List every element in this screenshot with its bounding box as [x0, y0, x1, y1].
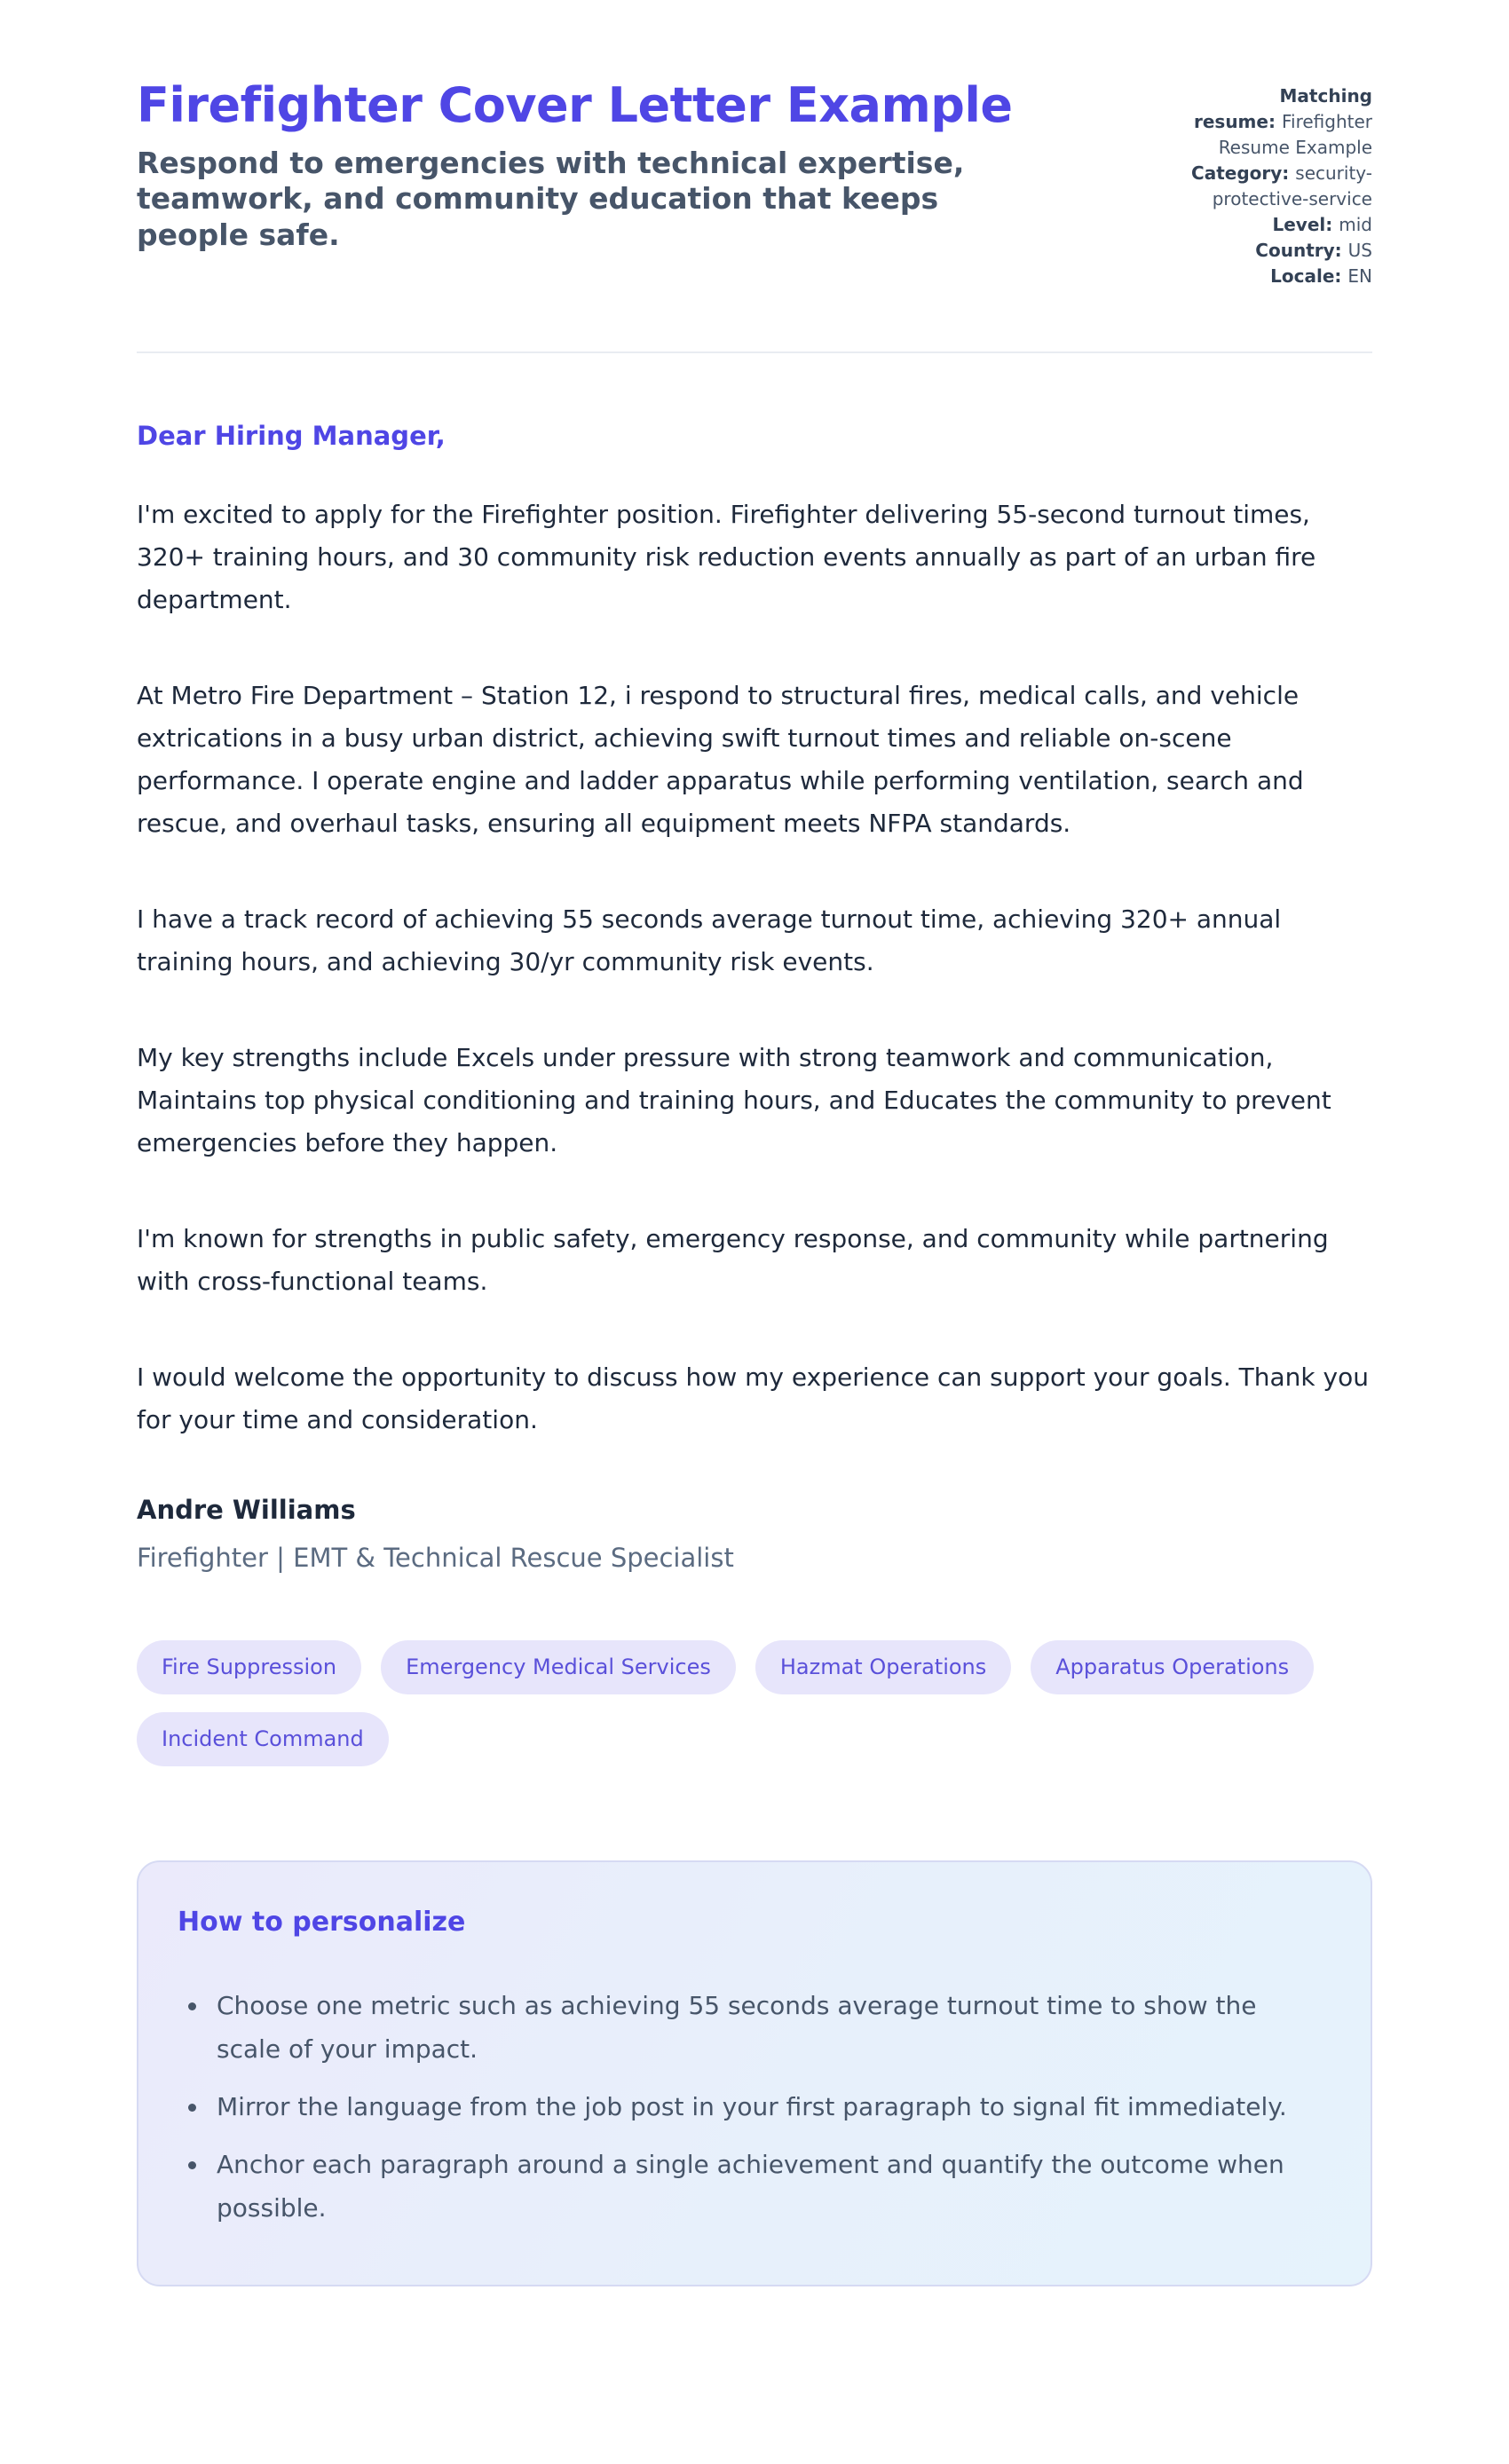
header-title-block — [137, 78, 1115, 253]
meta-category — [1142, 161, 1372, 212]
page-title: Firefighter Cover Letter Example — [137, 77, 1013, 133]
header — [137, 78, 1372, 289]
greeting: Dear Hiring Manager, — [137, 421, 446, 451]
letter-paragraph: At Metro Fire Department – Station 12, i respond to structural fires, medical calls, and vehicle extrications in a busy urban district, achieving swift turnout times and reliable on-scene performance. I operate engine and ladder apparatus while performing ventilation, search and rescue, and overhaul tasks, ensuring all equipment meets NFPA standards. — [137, 681, 1304, 838]
letter-paragraph: I'm excited to apply for the Firefighter position. Firefighter delivering 55-second turnout times, 320+ training hours, and 30 community risk reduction events annually as part of an urban fire department. — [137, 500, 1316, 614]
tips-list — [178, 1984, 1328, 2230]
skill-tag-incident-command[interactable]: Incident Command — [137, 1712, 389, 1766]
tip-item: • Mirror the language from the job post in your first paragraph to signal fit immediately. — [209, 2085, 1328, 2128]
cover-letter-page — [137, 0, 1372, 2366]
meta-label: Level: — [1272, 214, 1333, 235]
meta-country — [1142, 238, 1372, 264]
tip-item: • Anchor each paragraph around a single achievement and quantify the outcome when possible. — [209, 2143, 1328, 2230]
tips-title: How to personalize — [178, 1906, 466, 1938]
tip-item: • Choose one metric such as achieving 55 seconds average turnout time to show the scale of your impact. — [209, 1984, 1328, 2071]
skill-tag-apparatus-operations[interactable]: Apparatus Operations — [1031, 1640, 1314, 1694]
meta-value: Firefighter Resume Example — [1218, 111, 1372, 158]
letter-body — [137, 421, 1372, 1573]
signature-name: Andre Williams — [137, 1495, 356, 1525]
tips-card — [137, 1860, 1372, 2286]
meta-panel — [1142, 78, 1372, 289]
meta-matching-resume — [1142, 83, 1372, 161]
meta-label: Country: — [1255, 240, 1342, 261]
page-subtitle: Respond to emergencies with technical expertise, teamwork, and community education that keeps people safe. — [137, 146, 965, 252]
skill-tag-emergency-medical-services[interactable]: Emergency Medical Services — [381, 1640, 736, 1694]
skill-tag-fire-suppression[interactable]: Fire Suppression — [137, 1640, 361, 1694]
letter-paragraph: I would welcome the opportunity to discuss how my experience can support your goals. Thank you for your time and consideration. — [137, 1362, 1369, 1434]
meta-label: Matching resume: — [1193, 85, 1372, 132]
meta-value: US — [1347, 240, 1372, 261]
divider — [137, 351, 1372, 353]
meta-value: EN — [1347, 265, 1372, 287]
meta-value: security-protective-service — [1212, 162, 1372, 209]
meta-locale — [1142, 264, 1372, 289]
letter-paragraph: My key strengths include Excels under pressure with strong teamwork and communication, Maintains top physical conditioning and training hours, and Educates the community to prevent emergencies before they happen. — [137, 1043, 1331, 1157]
skill-tags — [137, 1640, 1372, 1766]
letter-paragraph: I have a track record of achieving 55 seconds average turnout time, achieving 320+ annual training hours, and achieving 30/yr community risk events. — [137, 904, 1282, 976]
meta-level — [1142, 212, 1372, 238]
meta-label: Locale: — [1270, 265, 1342, 287]
letter-paragraph: I'm known for strengths in public safety, emergency response, and community while partnering with cross-functional teams. — [137, 1224, 1329, 1296]
signature-title: Firefighter | EMT & Technical Rescue Specialist — [137, 1543, 734, 1573]
meta-label: Category: — [1191, 162, 1290, 184]
skill-tag-hazmat-operations[interactable]: Hazmat Operations — [755, 1640, 1011, 1694]
meta-value: mid — [1339, 214, 1372, 235]
